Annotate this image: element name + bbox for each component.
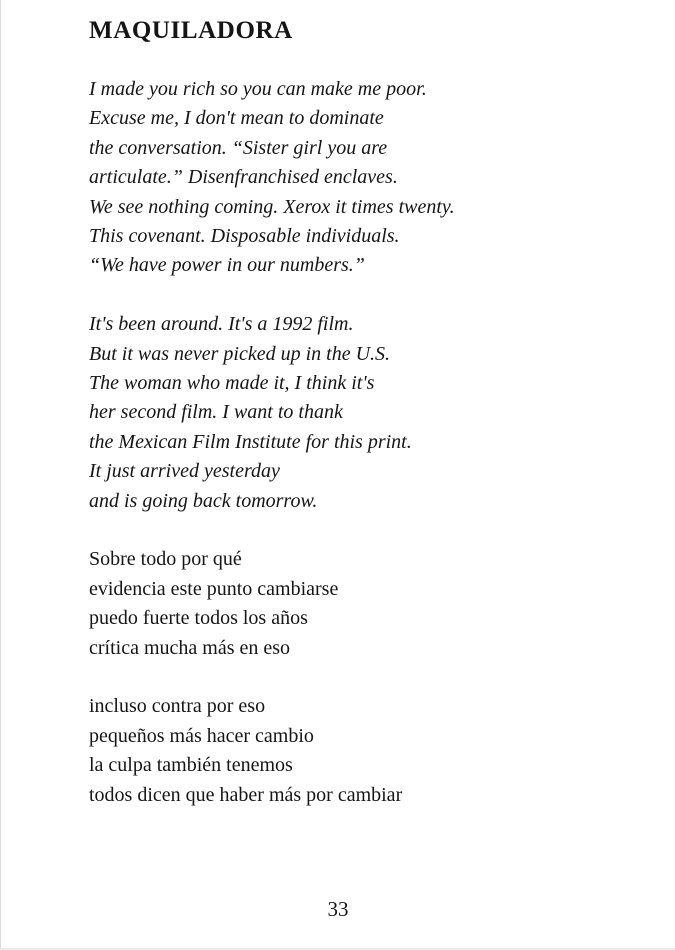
- poem-line: It's been around. It's a 1992 film.: [89, 313, 354, 336]
- stanza: [89, 692, 635, 810]
- poem-line: and is going back tomorrow.: [89, 489, 318, 512]
- page-number: 33: [327, 897, 349, 921]
- poem-line: la culpa también tenemos: [89, 754, 293, 777]
- poem-line: puedo fuerte todos los años: [89, 607, 308, 630]
- poem-line: It just arrived yesterday: [89, 460, 280, 483]
- poem-line: The woman who made it, I think it's: [89, 372, 375, 395]
- stanza: [89, 75, 635, 281]
- poem-line: articulate.” Disenfranchised enclaves.: [89, 166, 398, 189]
- poem-body: [89, 75, 635, 810]
- poem-line: I made you rich so you can make me poor.: [89, 78, 427, 100]
- poem-line: crítica mucha más en eso: [89, 636, 291, 659]
- poem-line: evidencia este punto cambiarse: [89, 577, 339, 600]
- poem-title: MAQUILADORA: [89, 17, 293, 44]
- poem-line: Sobre todo por qué: [89, 548, 242, 571]
- poem-line: This covenant. Disposable individuals.: [89, 225, 400, 248]
- stanza: [89, 545, 635, 663]
- poem-line: the Mexican Film Institute for this print.: [89, 430, 412, 453]
- poem-line: the conversation. “Sister girl you are: [89, 136, 388, 159]
- poem-line: “We have power in our numbers.”: [89, 254, 365, 277]
- poem-line: her second film. I want to thank: [89, 401, 343, 424]
- page-content: [1, 0, 675, 810]
- poem-line: pequeños más hacer cambio: [89, 724, 314, 747]
- poem-line: But it was never picked up in the U.S.: [89, 342, 391, 365]
- poem-line: We see nothing coming. Xerox it times twenty.: [89, 195, 455, 218]
- stanza: [89, 310, 635, 516]
- poem-line: incluso contra por eso: [89, 695, 266, 718]
- poem-line: todos dicen que haber más por cambiar: [89, 783, 403, 806]
- poem-line: Excuse me, I don't mean to dominate: [89, 107, 384, 130]
